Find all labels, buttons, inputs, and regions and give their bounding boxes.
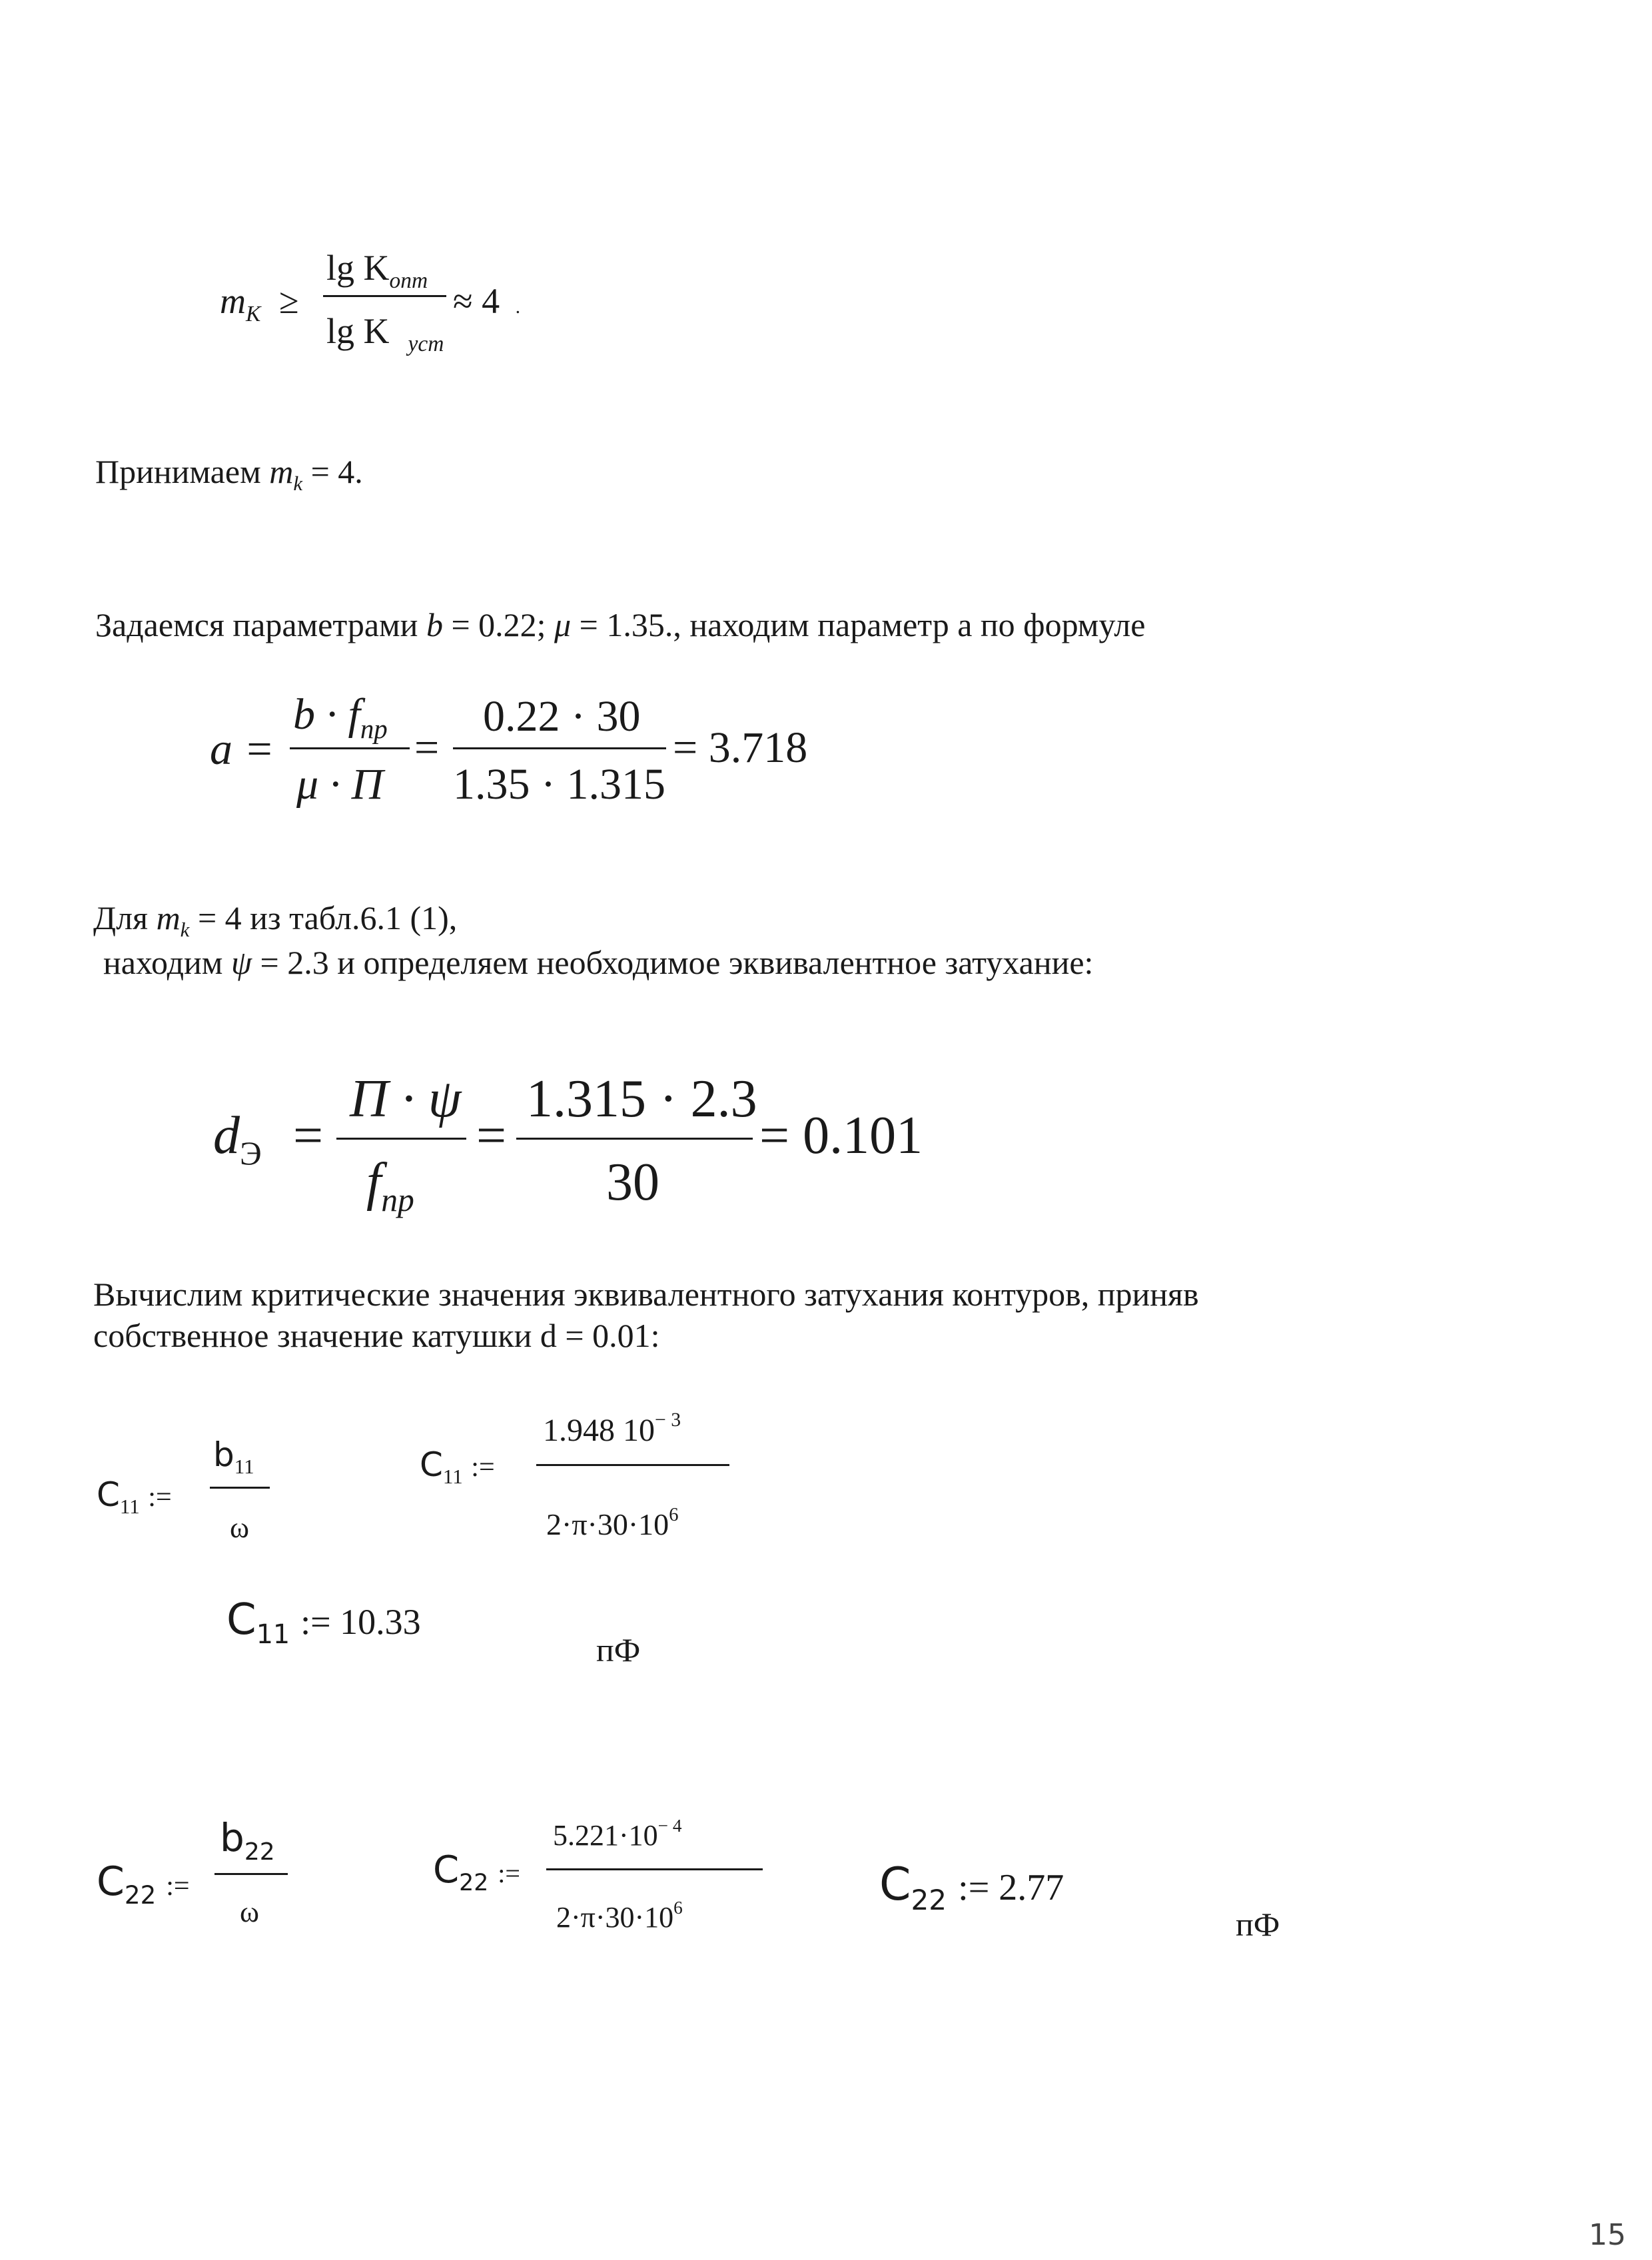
c22-calc-num: $5.221\cdot 10^{- 4}$ [553, 1815, 682, 1852]
fraction-numerator: $\lg K_{опт}$ [326, 248, 428, 293]
paragraph-table-line1: Для $m_k = 4$ из табл.6.1 (1), [93, 899, 458, 941]
lhs-d: $d_Э$ [213, 1106, 262, 1172]
var-m: m [220, 281, 246, 321]
c22-def-lhs: $C_{22}$ := [97, 1858, 190, 1910]
fraction-bar-1 [290, 747, 410, 749]
c11-calc-num: 1.948 $10^{- 3}$ [543, 1408, 681, 1448]
fraction-denominator: lg K $_{уст}$ [326, 311, 444, 356]
c22-calc-den: $2\cdot\pi\cdot 30\cdot 10^6$ [556, 1897, 683, 1934]
paragraph-table-line2: находим ψ = 2.3 и определяем необходимое эквивалентное затухание: [103, 944, 1094, 981]
den1: $f_{пр}$ [366, 1153, 414, 1219]
c11-calc-bar [536, 1464, 729, 1466]
c11-def-lhs: $C_{11}$ := [97, 1475, 172, 1518]
result: = 3.718 [673, 723, 808, 772]
eq1: = [293, 1106, 324, 1165]
sub-k: K [246, 301, 261, 326]
c11-calc-lhs: $C_{11}$ := [420, 1445, 495, 1488]
c11-result: $C_{11}$ := 10.33 [226, 1595, 421, 1650]
den2: 1.35 · 1.315 [453, 760, 665, 809]
paragraph-set-params: Задаемся параметрами b = 0.22; μ = 1.35., находим параметр а по формуле [95, 606, 1146, 643]
num2: 1.315 · 2.3 [526, 1070, 757, 1128]
result: = 0.101 [759, 1106, 923, 1165]
num1: Π · ψ [350, 1070, 462, 1128]
result: ≈ 4 . [453, 281, 521, 321]
eq2: = [476, 1106, 507, 1165]
c22-result: $C_{22}$ := 2.77 [879, 1858, 1064, 1916]
page-number: 15 [1589, 2218, 1626, 2252]
num2: 0.22 · 30 [483, 692, 641, 741]
c22-calc-lhs: $C_{22}$ := [433, 1848, 520, 1897]
c22-def-bar [214, 1873, 288, 1875]
den2: 30 [606, 1153, 659, 1212]
c22-unit: пФ [1236, 1906, 1280, 1943]
den1: μ · Π [296, 760, 384, 809]
c11-calc-den: $2\cdot\pi\cdot 30\cdot 10^6$ [546, 1504, 679, 1541]
fraction-bar-2 [516, 1138, 753, 1140]
c11-def-den: ω [230, 1511, 249, 1544]
paragraph-critical-line1: Вычислим критические значения эквивалентного затухания контуров, приняв [93, 1276, 1199, 1313]
num1: $b \cdot f_{пр}$ [293, 690, 388, 745]
c22-calc-bar [546, 1868, 763, 1870]
c11-def-num: $b_{11}$ [213, 1435, 254, 1478]
lhs-a: a = [210, 723, 274, 774]
eq: = [414, 723, 440, 772]
relation-geq: ≥ [278, 281, 299, 321]
fraction-bar-2 [453, 747, 666, 749]
fraction-bar [323, 295, 446, 297]
c11-def-bar [210, 1487, 270, 1489]
c22-def-den: ω [240, 1896, 259, 1928]
paragraph-accept-mk: Принимаем $m_k = 4$. [95, 453, 363, 495]
paragraph-critical-line2: собственное значение катушки d = 0.01: [93, 1317, 660, 1354]
c11-unit: пФ [596, 1631, 641, 1669]
fraction-bar-1 [336, 1138, 466, 1140]
c22-def-num: $b_{22}$ [220, 1815, 275, 1866]
